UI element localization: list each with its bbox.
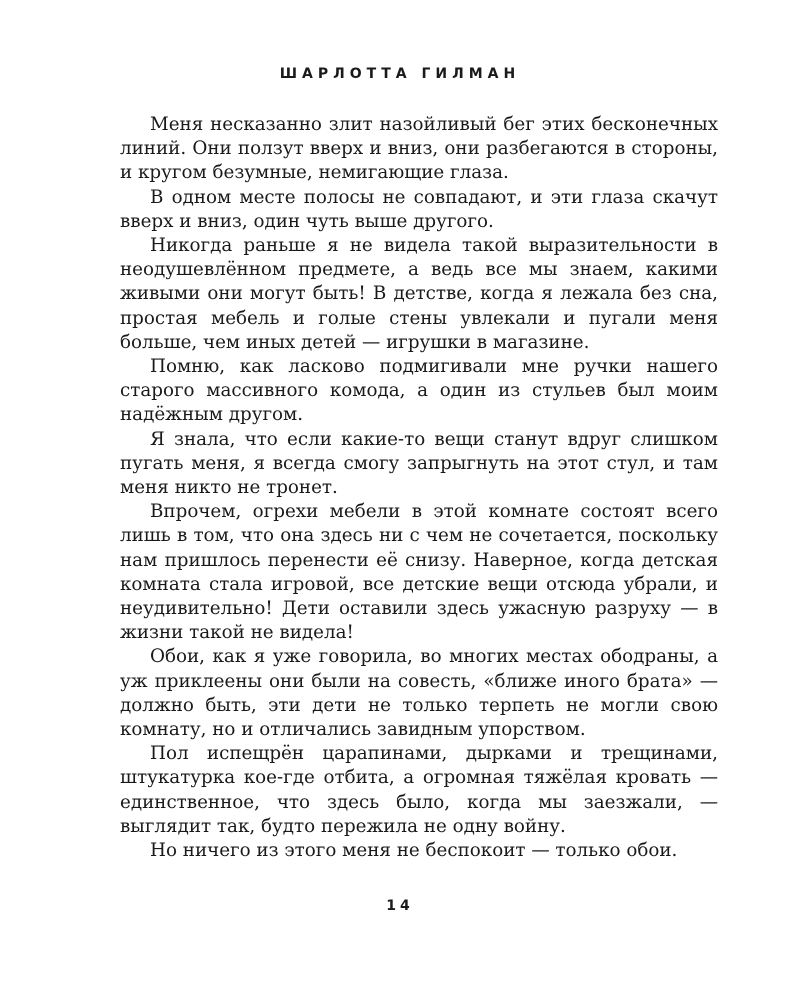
paragraph: В одном месте полосы не совпадают, и эти глаза скачут вверх и вниз, один чуть выше другого. — [120, 186, 718, 232]
paragraph: Меня несказанно злит назойливый бег этих бесконечных линий. Они ползут вверх и вниз, они разбегаются в стороны, и кругом безумные, немигающие глаза. — [120, 114, 718, 184]
paragraph: Но ничего из этого меня не беспокоит — только обои. — [150, 840, 678, 862]
paragraph: Никогда раньше я не видела такой выразительности в неодушевлённом предмете, а ведь все мы знаем, какими живыми они могут быть! В детстве, когда я лежала без сна, простая мебель и голые стены увлекали и пугали меня больше, чем иных детей — игрушки в магазине. — [120, 235, 718, 353]
paragraph: Я знала, что если какие-то вещи станут вдруг слишком пугать меня, я всегда смогу запрыгнуть на этот стул, и там меня никто не тронет. — [120, 428, 718, 499]
paragraph: Пол испещрён царапинами, дырками и трещинами, штукатурка кое-где отбита, а огромная тяжёлая кровать — единственное, что здесь было, когда мы заезжали, — выглядит так, будто пережила не одну войну. — [120, 743, 718, 837]
paragraph: Впрочем, огрехи мебели в этой комнате состоят всего лишь в том, что она здесь ни с чем не сочетается, поскольку нам пришлось перенести её снизу. Наверное, когда детская комната стала игровой, все детские вещи отсюда убрали, и неудивительно! Дети оставили здесь ужасную разруху — в жизни такой не видела! — [120, 501, 718, 644]
paragraph: Обои, как я уже говорила, во многих местах ободраны, а уж приклеены они были на совесть, «ближе иного брата» — должно быть, эти дети не только терпеть не могли свою комнату, но и отличались завидным упорством. — [120, 646, 718, 741]
running-header-author: ШАРЛОТТА ГИЛМАН — [279, 66, 521, 82]
page-body — [120, 113, 718, 863]
page-number: 14 — [386, 898, 414, 914]
paragraph: Помню, как ласково подмигивали мне ручки нашего старого массивного комода, а один из стульев был моим надёжным другом. — [120, 356, 718, 426]
